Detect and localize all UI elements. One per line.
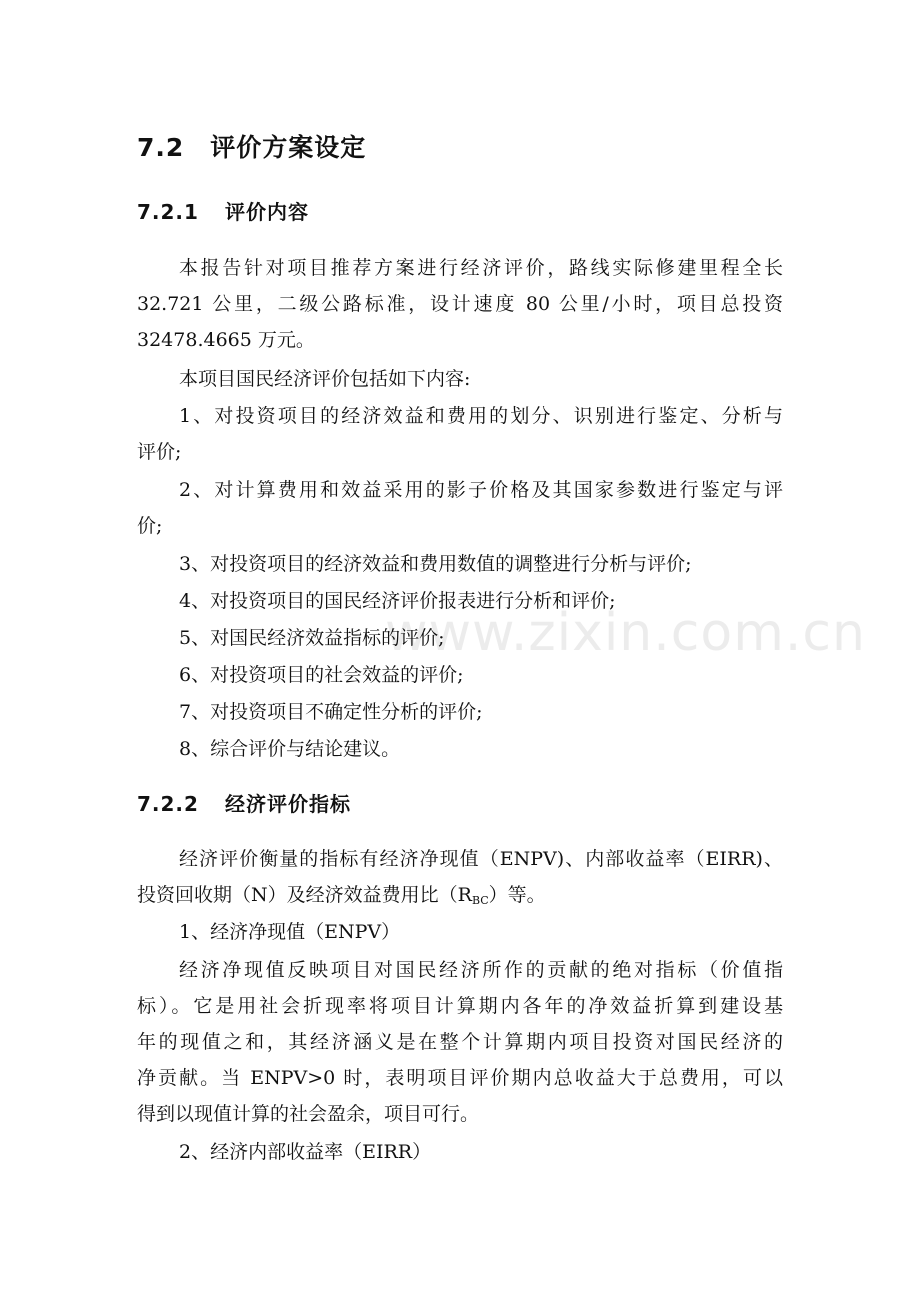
list-item: 2、经济内部收益率（EIRR） [179, 1141, 432, 1163]
section-title: 评价方案设定 [210, 133, 367, 162]
paragraph-line [137, 883, 546, 913]
paragraph-line: 32478.4665 万元。 [137, 329, 315, 351]
paragraph-line: 32.721 公里，二级公路标准，设计速度 80 公里/小时，项目总投资 [137, 293, 783, 315]
subscript: BC [471, 894, 489, 907]
subsection-number: 7.2.1 [137, 200, 199, 224]
paragraph-line: 得到以现值计算的社会盈余，项目可行。 [137, 1103, 480, 1125]
text-run: ）等。 [488, 884, 546, 906]
list-item: 7、对投资项目不确定性分析的评价; [179, 701, 483, 723]
section-number: 7.2 [137, 133, 185, 162]
paragraph-line: 经济评价衡量的指标有经济净现值（ENPV)、内部收益率（EIRR)、 [179, 848, 783, 870]
list-item: 8、综合评价与结论建议。 [179, 738, 401, 760]
list-item: 5、对国民经济效益指标的评价; [179, 627, 445, 649]
paragraph-line: 经济净现值反映项目对国民经济所作的贡献的绝对指标（价值指 [179, 959, 783, 981]
list-item: 1、对投资项目的经济效益和费用的划分、识别进行鉴定、分析与 [179, 405, 783, 427]
list-item-continuation: 价; [137, 515, 163, 537]
paragraph-line: 标）。它是用社会折现率将项目计算期内各年的净效益折算到建设基 [137, 995, 783, 1017]
list-item-continuation: 评价; [137, 441, 182, 463]
subsection-heading-2 [137, 788, 351, 817]
subsection-number: 7.2.2 [137, 792, 199, 816]
list-item: 6、对投资项目的社会效益的评价; [179, 664, 464, 686]
paragraph-line: 本报告针对项目推荐方案进行经济评价，路线实际修建里程全长 [179, 257, 783, 279]
list-item: 3、对投资项目的经济效益和费用数值的调整进行分析与评价; [179, 553, 692, 575]
subsection-heading-1 [137, 196, 309, 225]
subsection-title: 评价内容 [224, 200, 309, 224]
watermark: www.zixin.com.cn [385, 603, 866, 663]
subsection-title: 经济评价指标 [224, 792, 351, 816]
list-item: 4、对投资项目的国民经济评价报表进行分析和评价; [179, 590, 616, 612]
intro-line: 本项目国民经济评价包括如下内容: [179, 368, 471, 390]
paragraph-line: 年的现值之和，其经济涵义是在整个计算期内项目投资对国民经济的 [137, 1031, 783, 1053]
text-run: 投资回收期（N）及经济效益费用比（R [137, 884, 472, 906]
paragraph-line: 净贡献。当 ENPV>0 时，表明项目评价期内总收益大于总费用，可以 [137, 1067, 783, 1089]
list-item: 1、经济净现值（ENPV） [179, 921, 401, 943]
section-heading [137, 128, 366, 164]
list-item: 2、对计算费用和效益采用的影子价格及其国家参数进行鉴定与评 [179, 479, 783, 501]
